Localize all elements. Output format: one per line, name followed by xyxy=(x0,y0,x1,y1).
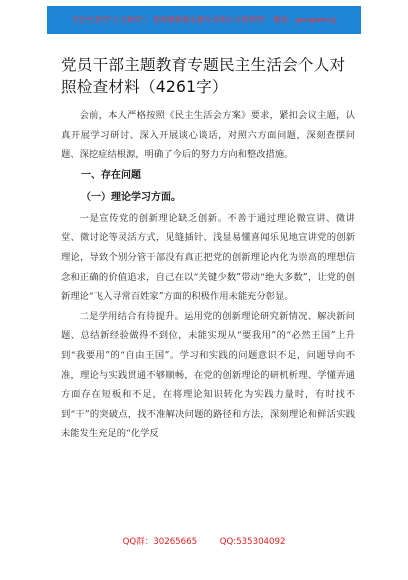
intro-paragraph: 会前，本人严格按照《民主生活会方案》要求，紧扣会议主题，认真开展学习研讨、深入开展谈心谈话，对照六方面问题，深刻查摆问题、深挖症结根源，明确了今后的努力方向和整改措施。 xyxy=(61,110,355,161)
page-title: 党员干部主题教育专题民主生活会个人对照检查材料（4261字） xyxy=(61,56,346,96)
footer-contact xyxy=(0,535,408,547)
subsection-heading: （一）理论学习方面。 xyxy=(81,191,181,203)
body-paragraph: 一是宣传党的创新理论缺乏创新。不善于通过理论微宣讲、微讲堂、微讨论等灵活方式，见缝插针、浅显易懂喜闻乐见地宣讲党的创新理论，导致个别分管干部没有真正把党的创新理论内化为崇高的理想信念和正确的价值追求，自己在以“关键少数”带动“绝大多数”，让党的创新理论“飞入寻常百姓家”方面的积极作用未能充分彰显。 xyxy=(61,212,355,303)
qq-number-text: QQ:535304092 xyxy=(219,537,286,547)
section-heading: 一、存在问题 xyxy=(81,169,141,181)
header-banner: 关注头条号"公文研究"，获得最新最全最专业的公文资料库！ 微信：gongwenyj xyxy=(47,6,361,34)
document-body xyxy=(61,54,355,444)
qq-group-text: QQ群：30265665 xyxy=(122,537,198,547)
body-paragraph: 二是学用结合有待提升。运用党的创新理论研究新情况、解决新问题、总结新经验做得不到位，未能实现从“要我用”的“必然王国”上升到“我要用”的“自由王国”。学习和实践的问题意识不足，问题导向不准，理论与实践贯通不够顺畅，在党的创新理论的研机析理、学懂弄通方面存在短板和不足，在将理论知识转化为实践力量时，有时找不到“干”的突破点，找不准解决问题的路径和方法，深刻理论和鲜活实践未能发生充足的“化学反 xyxy=(61,310,355,440)
